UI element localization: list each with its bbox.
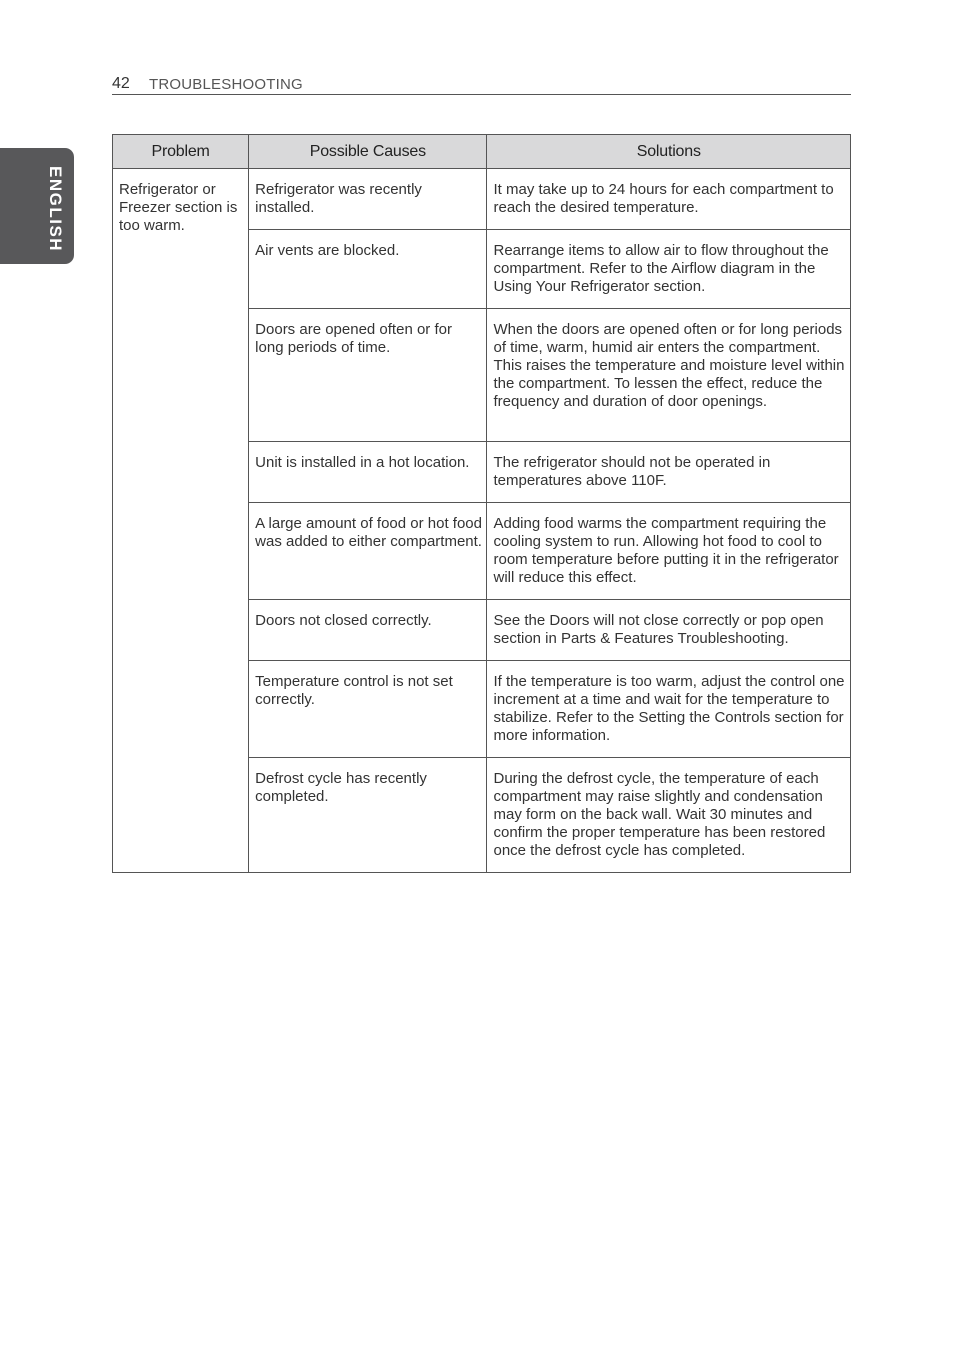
page-number: 42 [112,75,130,92]
solution-cell: Rearrange items to allow air to flow throughout the compartment. Refer to the Airflow diagram in the Using Your Refrigerator section. [487,230,851,309]
table-row [113,169,851,230]
language-tab-label: ENGLISH [46,166,65,253]
cause-cell: Air vents are blocked. [249,230,487,309]
cause-cell: Temperature control is not set correctly. [249,661,487,758]
cause-cell: A large amount of food or hot food was added to either compartment. [249,503,487,600]
page-header [112,74,851,95]
table-header-row [113,135,851,169]
solution-cell: It may take up to 24 hours for each compartment to reach the desired temperature. [487,169,851,230]
section-title: TROUBLESHOOTING [149,76,303,93]
column-header-solutions: Solutions [487,135,851,169]
column-header-causes: Possible Causes [249,135,487,169]
solution-cell: See the Doors will not close correctly or pop open section in Parts & Features Troubleshooting. [487,600,851,661]
solution-cell: During the defrost cycle, the temperature of each compartment may raise slightly and condensation may form on the back wall. Wait 30 minutes and confirm the proper temperature has been restored once the defrost cycle has completed. [487,758,851,873]
column-header-problem: Problem [113,135,249,169]
cause-cell: Doors are opened often or for long periods of time. [249,309,487,442]
solution-cell: When the doors are opened often or for long periods of time, warm, humid air enters the compartment. This raises the temperature and moisture level within the compartment. To lessen the effect, reduce the frequency and duration of door openings. [487,309,851,442]
cause-cell: Doors not closed correctly. [249,600,487,661]
solution-cell: The refrigerator should not be operated in temperatures above 110F. [487,442,851,503]
cause-cell: Unit is installed in a hot location. [249,442,487,503]
troubleshooting-table [112,134,851,873]
solution-cell: Adding food warms the compartment requiring the cooling system to run. Allowing hot food to cool to room temperature before putting it in the refrigerator will reduce this effect. [487,503,851,600]
problem-cell: Refrigerator or Freezer section is too warm. [113,169,249,873]
solution-cell: If the temperature is too warm, adjust the control one increment at a time and wait for the temperature to stabilize. Refer to the Setting the Controls section for more information. [487,661,851,758]
cause-cell: Refrigerator was recently installed. [249,169,487,230]
cause-cell: Defrost cycle has recently completed. [249,758,487,873]
